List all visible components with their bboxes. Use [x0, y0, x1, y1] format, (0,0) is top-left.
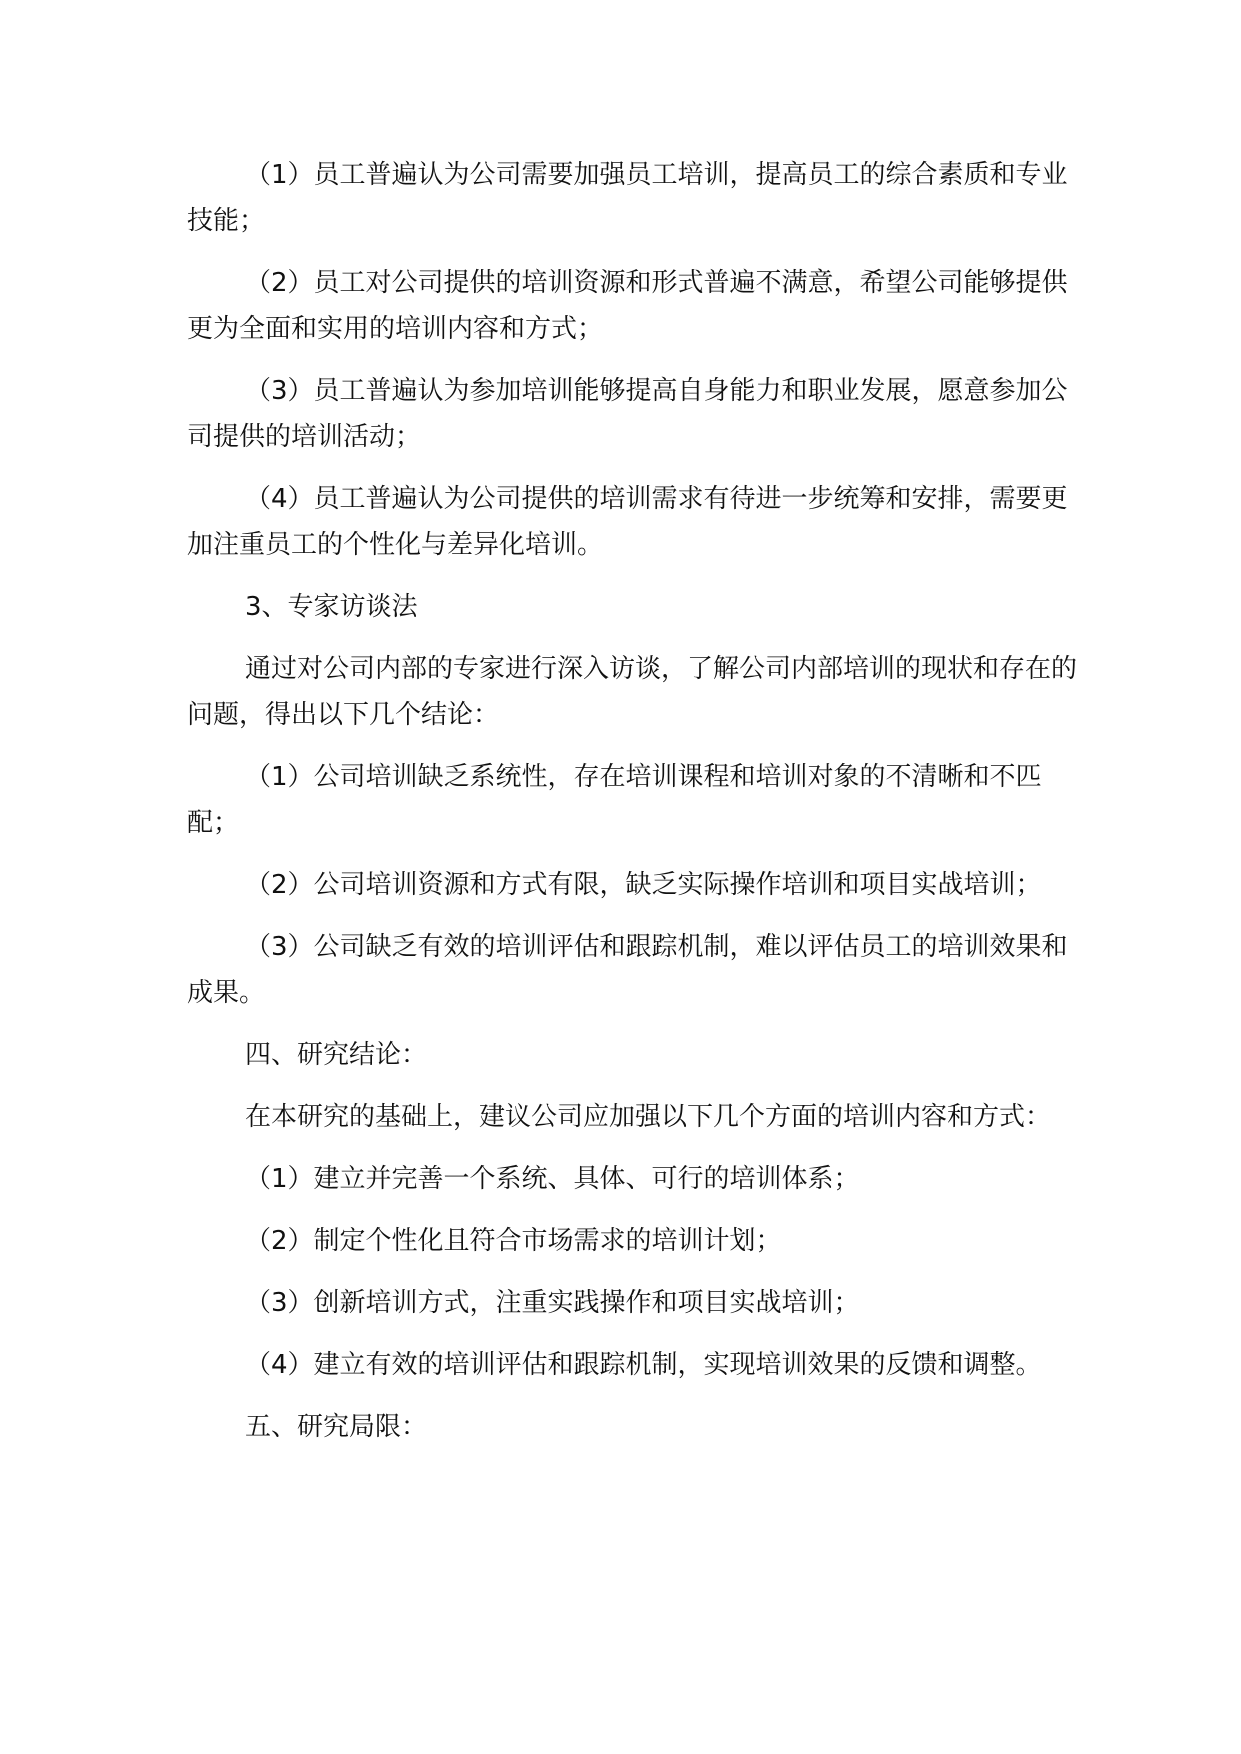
paragraph-expert-intro: 通过对公司内部的专家进行深入访谈，了解公司内部培训的现状和存在的问题，得出以下几个结论：: [187, 654, 1078, 730]
paragraph-conclusion-intro: 在本研究的基础上，建议公司应加强以下几个方面的培训内容和方式：: [245, 1102, 1052, 1132]
paragraph-finding-2: （2）员工对公司提供的培训资源和形式普遍不满意，希望公司能够提供更为全面和实用的培训内容和方式；: [187, 268, 1068, 344]
paragraph-expert-3: （3）公司缺乏有效的培训评估和跟踪机制，难以评估员工的培训效果和成果。: [187, 932, 1068, 1008]
section-heading-limitations: 五、研究局限：: [245, 1412, 428, 1442]
paragraph-finding-3: （3）员工普遍认为参加培训能够提高自身能力和职业发展，愿意参加公司提供的培训活动；: [187, 376, 1068, 452]
paragraph-finding-4: （4）员工普遍认为公司提供的培训需求有待进一步统筹和安排，需要更加注重员工的个性化与差异化培训。: [187, 484, 1068, 560]
document-body: [187, 152, 1077, 1466]
paragraph-recommendation-1: （1）建立并完善一个系统、具体、可行的培训体系；: [245, 1164, 860, 1194]
paragraph-expert-2: （2）公司培训资源和方式有限，缺乏实际操作培训和项目实战培训；: [245, 870, 1042, 900]
paragraph-recommendation-3: （3）创新培训方式，注重实践操作和项目实战培训；: [245, 1288, 860, 1318]
section-heading-conclusion: 四、研究结论：: [245, 1040, 428, 1070]
paragraph-finding-1: （1）员工普遍认为公司需要加强员工培训，提高员工的综合素质和专业技能；: [187, 160, 1068, 236]
paragraph-recommendation-2: （2）制定个性化且符合市场需求的培训计划；: [245, 1226, 782, 1256]
section-heading-expert-interview: 3、专家访谈法: [245, 592, 418, 622]
paragraph-expert-1: （1）公司培训缺乏系统性，存在培训课程和培训对象的不清晰和不匹配；: [187, 762, 1042, 838]
paragraph-recommendation-4: （4）建立有效的培训评估和跟踪机制，实现培训效果的反馈和调整。: [245, 1350, 1042, 1380]
